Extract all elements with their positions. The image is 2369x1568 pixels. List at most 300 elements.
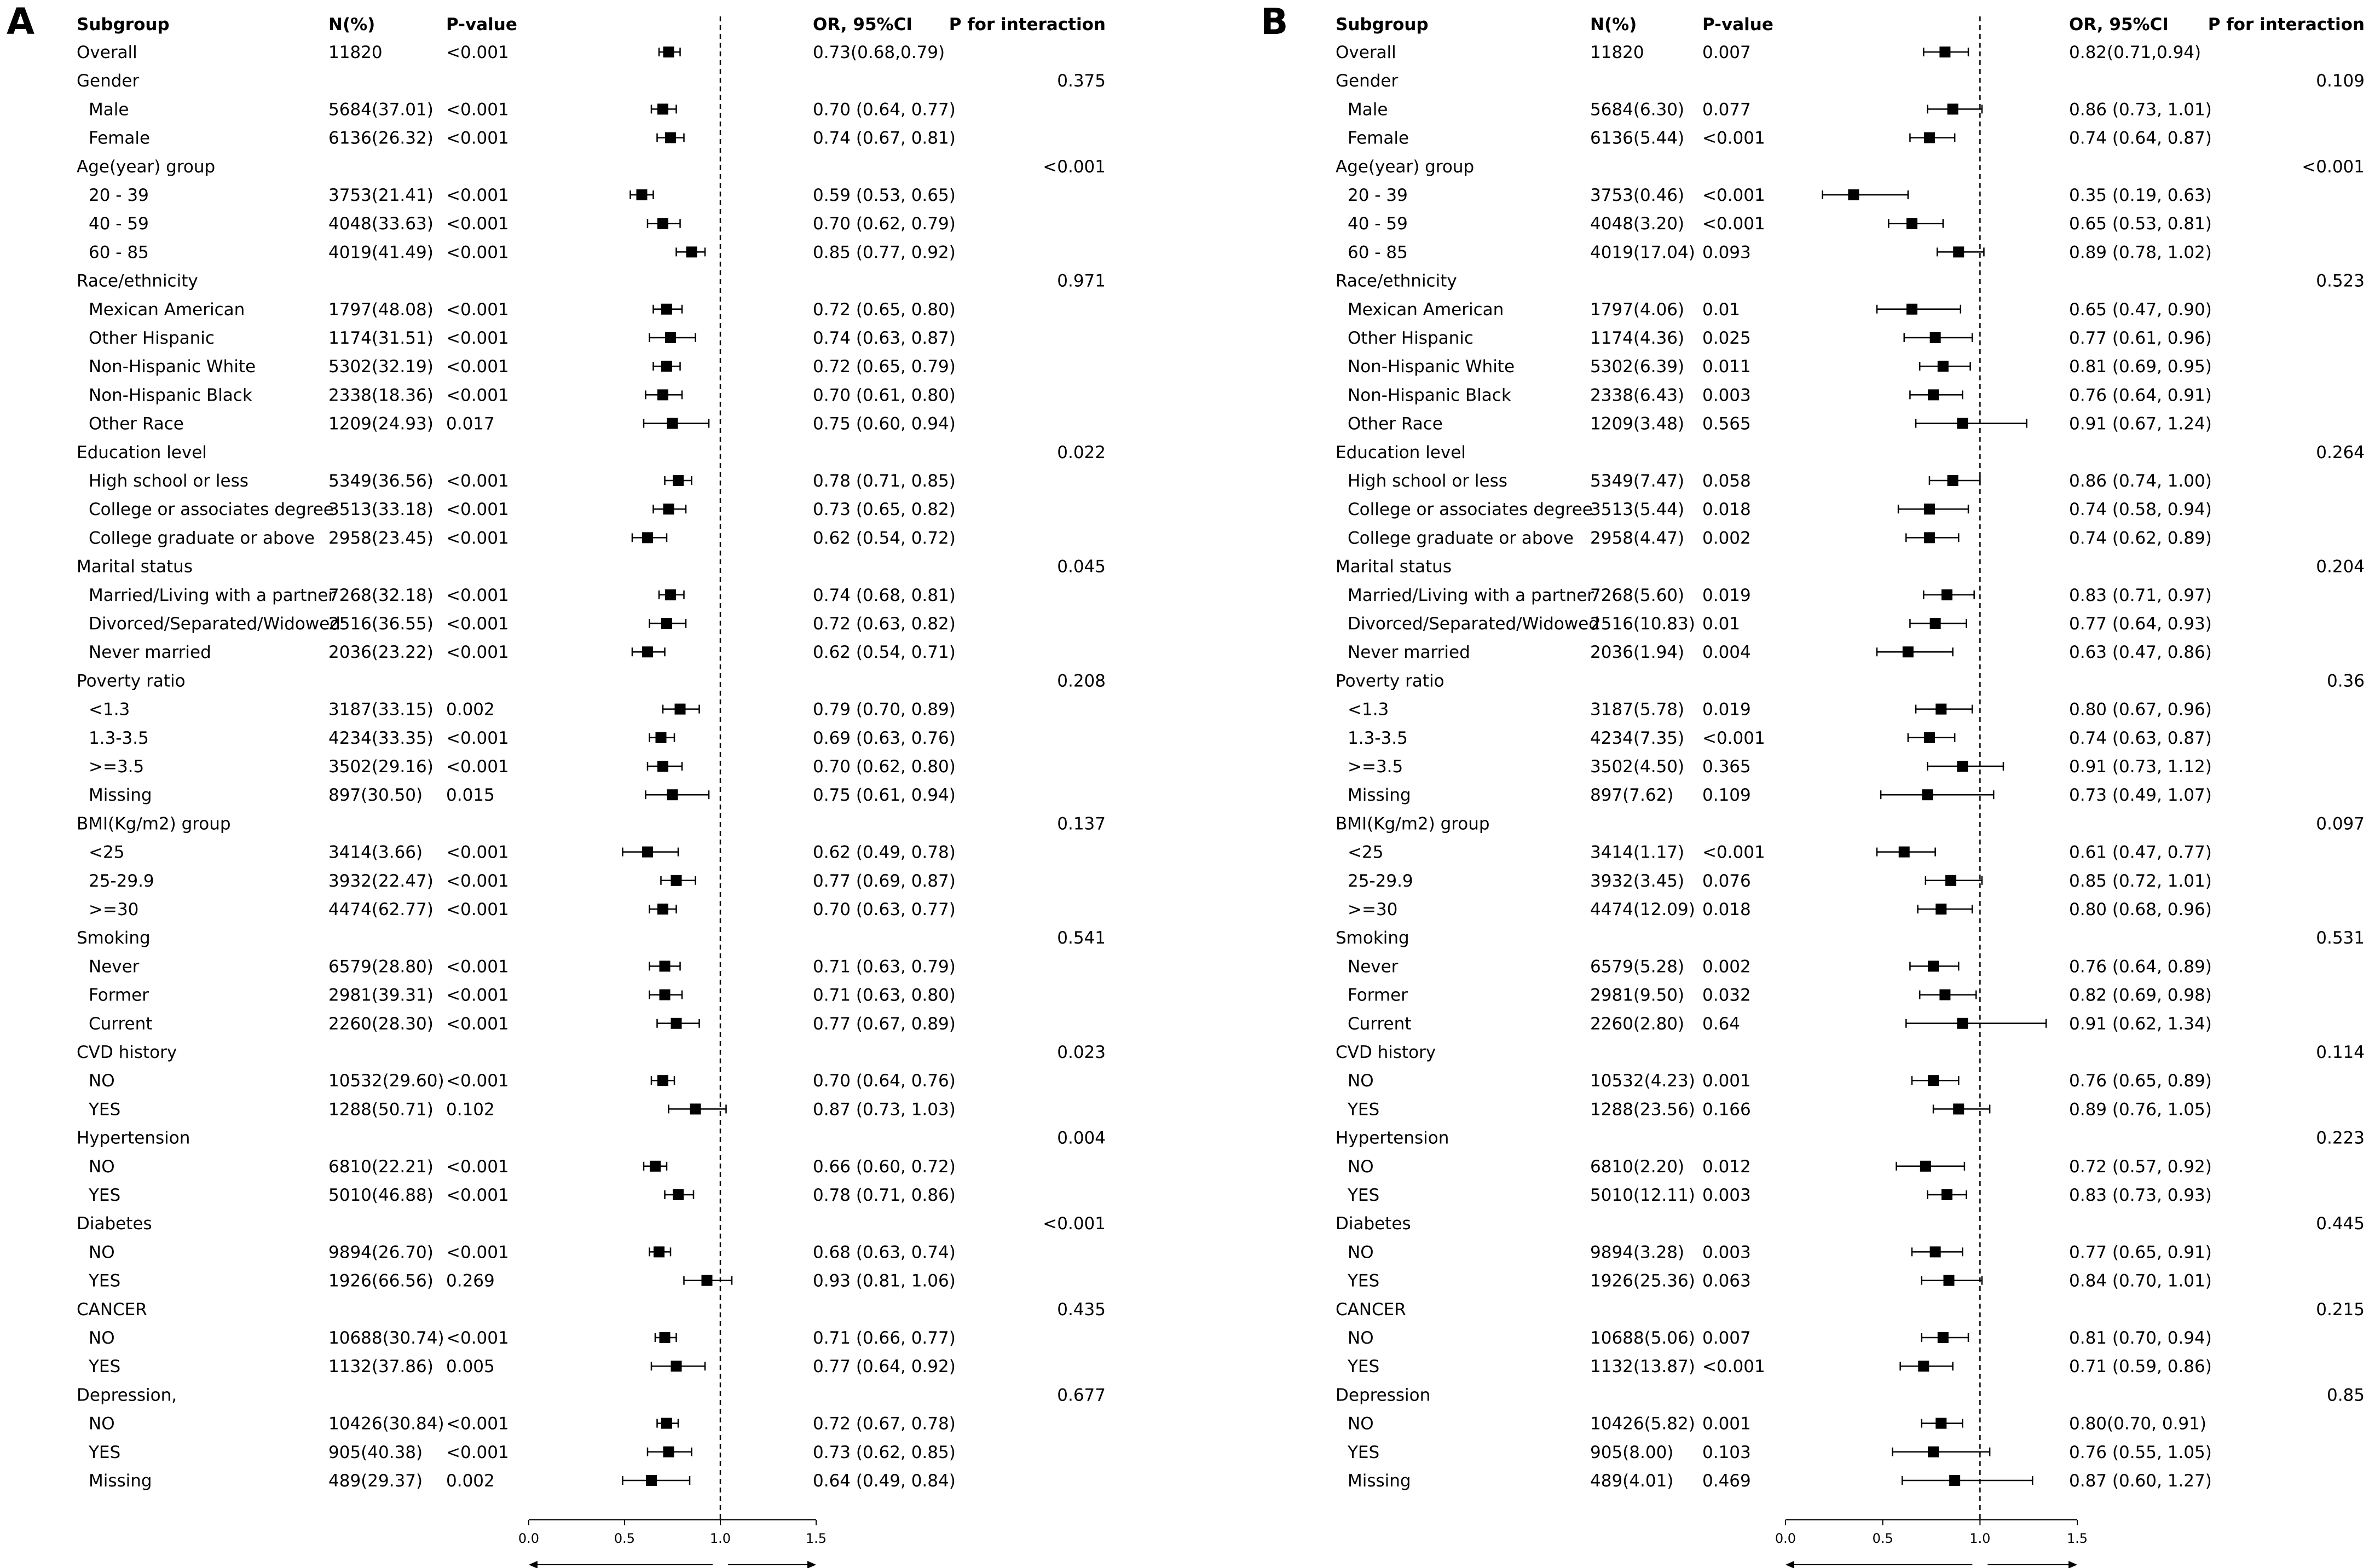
n-percent: 6136(26.32) xyxy=(328,128,434,148)
panel-label: A xyxy=(7,1,35,43)
n-percent: 5349(7.47) xyxy=(1590,471,1685,491)
n-percent: 10426(30.84) xyxy=(328,1414,444,1434)
or-ci-text: 0.77 (0.61, 0.96) xyxy=(2069,328,2212,348)
point-estimate xyxy=(673,475,684,486)
subgroup-row xyxy=(1348,614,2212,634)
group-header-row xyxy=(1336,671,2365,691)
subgroup-row xyxy=(88,1271,956,1291)
subgroup-label: <1.3 xyxy=(89,699,130,720)
subgroup-row xyxy=(89,586,956,605)
or-ci-text: 0.71 (0.66, 0.77) xyxy=(813,1328,956,1348)
group-label: Age(year) group xyxy=(77,157,216,177)
subgroup-label: YES xyxy=(1348,1271,1380,1291)
subgroup-label: Divorced/Separated/Widowed xyxy=(1348,614,1599,634)
group-header-row xyxy=(1336,1385,2365,1405)
p-interaction-value: <0.001 xyxy=(2302,157,2365,177)
group-label: Marital status xyxy=(77,557,193,577)
or-ci-text: 0.62 (0.49, 0.78) xyxy=(813,842,956,863)
subgroup-label: 25-29.9 xyxy=(1348,871,1413,891)
point-estimate xyxy=(661,618,672,629)
n-percent: 1132(13.87) xyxy=(1590,1357,1695,1377)
or-ci-text: 0.62 (0.54, 0.72) xyxy=(813,528,956,548)
subgroup-label: NO xyxy=(89,1156,115,1177)
subgroup-row xyxy=(1348,357,2212,377)
p-value: 0.001 xyxy=(1702,1414,1751,1434)
n-percent: 11820 xyxy=(1590,43,1644,62)
point-estimate xyxy=(665,332,676,343)
point-estimate xyxy=(1903,646,1914,657)
or-ci-text: 0.74 (0.58, 0.94) xyxy=(2069,500,2212,520)
subgroup-label: Overall xyxy=(77,43,137,62)
group-label: BMI(Kg/m2) group xyxy=(77,814,231,834)
p-value: 0.018 xyxy=(1702,500,1751,520)
subgroup-row xyxy=(89,129,956,148)
or-ci-text: 0.84 (0.70, 1.01) xyxy=(2069,1271,2212,1291)
p-value: <0.001 xyxy=(446,728,509,748)
header-or-ci: OR, 95%CI xyxy=(813,15,912,34)
subgroup-label: 1.3-3.5 xyxy=(1348,728,1408,748)
p-value: <0.001 xyxy=(446,100,509,120)
point-estimate xyxy=(660,990,671,1000)
subgroup-label: NO xyxy=(1348,1156,1374,1177)
subgroup-row xyxy=(89,1471,956,1491)
p-value: <0.001 xyxy=(1702,128,1765,148)
subgroup-label: Current xyxy=(1348,1014,1412,1034)
p-interaction-value: 0.264 xyxy=(2316,442,2365,462)
subgroup-row xyxy=(89,986,956,1005)
subgroup-label: YES xyxy=(89,1185,121,1205)
point-estimate xyxy=(1930,332,1941,343)
p-value: 0.103 xyxy=(1702,1442,1751,1462)
x-tick-label: 1.5 xyxy=(805,1531,827,1546)
subgroup-label: Non-Hispanic Black xyxy=(89,385,252,406)
p-interaction-value: 0.215 xyxy=(2316,1299,2365,1320)
subgroup-label: NO xyxy=(1348,1414,1374,1434)
or-ci-text: 0.74 (0.64, 0.87) xyxy=(2069,128,2212,148)
n-percent: 1174(4.36) xyxy=(1590,328,1685,348)
x-tick-label: 1.0 xyxy=(1969,1531,1991,1546)
or-ci-text: 0.72 (0.63, 0.82) xyxy=(813,614,956,634)
subgroup-label: Male xyxy=(89,100,129,120)
subgroup-label: Married/Living with a partner xyxy=(1348,585,1594,605)
point-estimate xyxy=(1935,704,1946,715)
p-interaction-value: 0.023 xyxy=(1057,1043,1106,1062)
subgroup-label: <25 xyxy=(89,842,125,863)
n-percent: 1797(4.06) xyxy=(1590,299,1685,320)
subgroup-row xyxy=(1348,1157,2212,1177)
x-tick-label: 0.0 xyxy=(518,1531,540,1546)
p-interaction-value: 0.137 xyxy=(1057,814,1106,834)
p-value: 0.002 xyxy=(446,1471,495,1491)
point-estimate xyxy=(663,504,674,514)
point-estimate xyxy=(671,1361,682,1372)
p-value: <0.001 xyxy=(446,1328,509,1348)
group-label: Gender xyxy=(77,71,140,91)
subgroup-label: College graduate or above xyxy=(89,528,315,548)
p-interaction-value: 0.531 xyxy=(2316,928,2365,948)
p-interaction-value: 0.523 xyxy=(2316,271,2365,291)
subgroup-label: Former xyxy=(89,985,149,1005)
or-ci-text: 0.77 (0.69, 0.87) xyxy=(813,871,956,891)
subgroup-label: Never married xyxy=(1348,643,1470,663)
or-ci-text: 0.70 (0.61, 0.80) xyxy=(813,385,956,406)
n-percent: 905(40.38) xyxy=(328,1442,423,1462)
point-estimate xyxy=(654,1246,665,1257)
header-p-value: P-value xyxy=(1702,15,1773,34)
n-percent: 1174(31.51) xyxy=(328,328,434,348)
group-header-row xyxy=(77,157,1106,177)
p-value: 0.005 xyxy=(446,1357,495,1377)
subgroup-label: Former xyxy=(1348,985,1408,1005)
forest-panel-b xyxy=(1261,1,2365,1568)
point-estimate xyxy=(637,189,648,200)
p-value: 0.003 xyxy=(1702,1242,1751,1263)
p-value: 0.093 xyxy=(1702,242,1751,263)
or-ci-text: 0.35 (0.19, 0.63) xyxy=(2069,186,2212,205)
subgroup-row xyxy=(89,471,956,491)
group-header-row xyxy=(1336,157,2365,177)
n-percent: 10532(29.60) xyxy=(328,1071,444,1091)
p-interaction-value: 0.204 xyxy=(2316,557,2365,577)
or-ci-text: 0.75 (0.60, 0.94) xyxy=(813,414,956,434)
point-estimate xyxy=(657,1075,668,1086)
or-ci-text: 0.73 (0.49, 1.07) xyxy=(2069,785,2212,806)
n-percent: 489(29.37) xyxy=(328,1471,423,1491)
point-estimate xyxy=(1899,847,1910,858)
or-ci-text: 0.80 (0.68, 0.96) xyxy=(2069,900,2212,919)
n-percent: 4019(17.04) xyxy=(1590,242,1695,263)
or-ci-text: 0.72 (0.65, 0.79) xyxy=(813,357,956,377)
group-header-row xyxy=(77,443,1106,462)
x-tick-label: 0.5 xyxy=(1872,1531,1893,1546)
group-label: Gender xyxy=(1336,71,1399,91)
p-value: <0.001 xyxy=(446,1014,509,1034)
subgroup-label: 40 - 59 xyxy=(1348,214,1408,234)
point-estimate xyxy=(1924,532,1935,543)
p-interaction-value: 0.114 xyxy=(2316,1043,2365,1062)
or-ci-text: 0.70 (0.62, 0.79) xyxy=(813,214,956,234)
p-value: <0.001 xyxy=(446,43,509,62)
group-label: Poverty ratio xyxy=(1336,671,1444,691)
group-label: Marital status xyxy=(1336,557,1452,577)
p-value: 0.077 xyxy=(1702,100,1751,120)
subgroup-row xyxy=(1348,242,2212,262)
point-estimate xyxy=(661,361,672,372)
n-percent: 1926(25.36) xyxy=(1590,1271,1695,1291)
header-subgroup: Subgroup xyxy=(77,15,170,34)
group-header-row xyxy=(1336,71,2365,91)
p-value: <0.001 xyxy=(446,585,509,605)
or-ci-text: 0.64 (0.49, 0.84) xyxy=(813,1471,956,1491)
p-value: <0.001 xyxy=(446,900,509,919)
n-percent: 7268(32.18) xyxy=(328,585,434,605)
n-percent: 4019(41.49) xyxy=(328,242,434,263)
n-percent: 10426(5.82) xyxy=(1590,1414,1695,1434)
subgroup-label: Overall xyxy=(1336,43,1396,62)
subgroup-label: Male xyxy=(1348,100,1388,120)
subgroup-row xyxy=(88,1100,956,1119)
p-value: 0.019 xyxy=(1702,699,1751,720)
right-arrow-head xyxy=(2068,1561,2077,1568)
point-estimate xyxy=(1948,103,1958,114)
n-percent: 2981(9.50) xyxy=(1590,985,1685,1005)
point-estimate xyxy=(1924,732,1935,743)
p-interaction-value: 0.022 xyxy=(1057,442,1106,462)
subgroup-label: YES xyxy=(1348,1185,1380,1205)
or-ci-text: 0.74 (0.63, 0.87) xyxy=(813,328,956,348)
p-value: <0.001 xyxy=(446,1242,509,1263)
subgroup-row xyxy=(1348,1014,2212,1034)
subgroup-label: High school or less xyxy=(89,471,249,491)
n-percent: 9894(3.28) xyxy=(1590,1242,1685,1263)
p-value: 0.469 xyxy=(1702,1471,1751,1491)
n-percent: 4474(62.77) xyxy=(328,900,434,919)
subgroup-label: Married/Living with a partner xyxy=(89,585,336,605)
subgroup-label: YES xyxy=(89,1357,121,1377)
subgroup-label: YES xyxy=(89,1442,121,1462)
subgroup-row xyxy=(89,1014,956,1034)
p-value: <0.001 xyxy=(446,1414,509,1434)
subgroup-label: Divorced/Separated/Widowed xyxy=(89,614,340,634)
or-ci-text: 0.76 (0.64, 0.91) xyxy=(2069,385,2212,406)
forest-panel-a xyxy=(7,1,1106,1568)
point-estimate xyxy=(1949,1475,1960,1486)
subgroup-row xyxy=(1348,643,2212,662)
or-ci-text: 0.86 (0.74, 1.00) xyxy=(2069,471,2212,491)
group-label: CANCER xyxy=(77,1299,147,1320)
or-ci-text: 0.74 (0.68, 0.81) xyxy=(813,585,956,605)
group-label: CANCER xyxy=(1336,1299,1406,1320)
p-value: 0.001 xyxy=(1702,1071,1751,1091)
subgroup-row xyxy=(89,528,956,548)
p-value: <0.001 xyxy=(446,842,509,863)
or-ci-text: 0.77 (0.65, 0.91) xyxy=(2069,1242,2212,1263)
or-ci-text: 0.82 (0.69, 0.98) xyxy=(2069,985,2212,1005)
point-estimate xyxy=(663,47,674,57)
group-label: Diabetes xyxy=(1336,1214,1411,1234)
subgroup-row xyxy=(89,1414,956,1434)
or-ci-text: 0.76 (0.65, 0.89) xyxy=(2069,1071,2212,1091)
p-value: <0.001 xyxy=(446,1442,509,1462)
subgroup-label: Never xyxy=(89,957,140,977)
or-ci-text: 0.87 (0.60, 1.27) xyxy=(2069,1471,2212,1491)
n-percent: 7268(5.60) xyxy=(1590,585,1685,605)
point-estimate xyxy=(702,1275,713,1286)
n-percent: 1209(24.93) xyxy=(328,414,434,434)
p-value: <0.001 xyxy=(1702,728,1765,748)
n-percent: 2260(28.30) xyxy=(328,1014,434,1034)
n-percent: 5010(12.11) xyxy=(1590,1185,1695,1205)
point-estimate xyxy=(1848,189,1859,200)
n-percent: 4234(33.35) xyxy=(328,728,434,748)
x-axis xyxy=(518,1520,827,1568)
n-percent: 897(7.62) xyxy=(1590,785,1674,806)
n-percent: 905(8.00) xyxy=(1590,1442,1674,1462)
subgroup-row xyxy=(1348,900,2212,919)
subgroup-row xyxy=(89,414,956,434)
group-header-row xyxy=(1336,1214,2365,1234)
subgroup-label: Non-Hispanic White xyxy=(89,357,256,377)
group-label: Hypertension xyxy=(1336,1128,1449,1148)
x-tick-label: 0.5 xyxy=(614,1531,635,1546)
subgroup-row xyxy=(88,1185,956,1205)
or-ci-text: 0.62 (0.54, 0.71) xyxy=(813,643,956,663)
point-estimate xyxy=(660,961,671,971)
subgroup-label: 60 - 85 xyxy=(1348,242,1408,263)
or-ci-text: 0.59 (0.53, 0.65) xyxy=(813,186,956,205)
point-estimate xyxy=(1953,246,1964,257)
n-percent: 1132(37.86) xyxy=(328,1357,434,1377)
point-estimate xyxy=(1935,904,1946,915)
or-ci-text: 0.91 (0.73, 1.12) xyxy=(2069,757,2212,777)
n-percent: 3932(22.47) xyxy=(328,871,434,891)
group-header-row xyxy=(77,1385,1106,1405)
subgroup-label: College or associates degree xyxy=(1348,500,1593,520)
or-ci-text: 0.85 (0.72, 1.01) xyxy=(2069,871,2212,891)
subgroup-row xyxy=(1348,957,2212,976)
point-estimate xyxy=(642,646,653,657)
subgroup-label: YES xyxy=(1348,1357,1380,1377)
subgroup-row xyxy=(1348,700,2212,720)
point-estimate xyxy=(1930,1246,1941,1257)
subgroup-row xyxy=(89,357,956,377)
subgroup-row xyxy=(1348,586,2212,605)
subgroup-row xyxy=(77,43,945,62)
point-estimate xyxy=(1922,789,1933,800)
subgroup-row xyxy=(89,728,956,748)
n-percent: 3414(1.17) xyxy=(1590,842,1685,863)
subgroup-row xyxy=(1348,186,2212,205)
p-interaction-value: 0.109 xyxy=(2316,71,2365,91)
or-ci-text: 0.71 (0.59, 0.86) xyxy=(2069,1357,2212,1377)
point-estimate xyxy=(1957,1018,1968,1029)
group-label: BMI(Kg/m2) group xyxy=(1336,814,1490,834)
subgroup-label: Female xyxy=(1348,128,1409,148)
group-header-row xyxy=(1336,814,2365,834)
n-percent: 3932(3.45) xyxy=(1590,871,1685,891)
subgroup-row xyxy=(1348,843,2212,863)
subgroup-label: YES xyxy=(89,1100,121,1120)
subgroup-label: NO xyxy=(89,1328,115,1348)
p-interaction-value: <0.001 xyxy=(1043,1214,1106,1234)
p-value: 0.166 xyxy=(1702,1100,1751,1120)
subgroup-row xyxy=(1348,785,2212,805)
subgroup-row xyxy=(1348,414,2212,434)
p-value: <0.001 xyxy=(446,242,509,263)
n-percent: 1288(23.56) xyxy=(1590,1100,1695,1120)
subgroup-row xyxy=(1348,214,2212,234)
subgroup-label: 40 - 59 xyxy=(89,214,149,234)
p-value: 0.058 xyxy=(1702,471,1751,491)
or-ci-text: 0.70 (0.62, 0.80) xyxy=(813,757,956,777)
subgroup-row xyxy=(89,1328,956,1348)
subgroup-label: >=30 xyxy=(1348,900,1398,919)
n-percent: 2338(18.36) xyxy=(328,385,434,406)
subgroup-row xyxy=(89,643,956,662)
point-estimate xyxy=(671,875,682,886)
n-percent: 1288(50.71) xyxy=(328,1100,434,1120)
subgroup-row xyxy=(1348,471,2212,491)
point-estimate xyxy=(642,847,653,858)
left-arrow-head xyxy=(1786,1561,1794,1568)
header-n: N(%) xyxy=(328,15,375,34)
point-estimate xyxy=(1928,389,1939,400)
subgroup-label: 1.3-3.5 xyxy=(89,728,149,748)
point-estimate xyxy=(671,1018,682,1029)
subgroup-row xyxy=(89,614,956,634)
point-estimate xyxy=(1938,1332,1949,1343)
p-value: <0.001 xyxy=(446,643,509,663)
subgroup-row xyxy=(1348,328,2212,348)
or-ci-text: 0.79 (0.70, 0.89) xyxy=(813,699,956,720)
p-value: 0.015 xyxy=(446,785,495,806)
point-estimate xyxy=(660,1332,671,1343)
point-estimate xyxy=(1918,1361,1929,1372)
n-percent: 2958(4.47) xyxy=(1590,528,1685,548)
subgroup-row xyxy=(89,1242,956,1262)
or-ci-text: 0.83 (0.73, 0.93) xyxy=(2069,1185,2212,1205)
n-percent: 489(4.01) xyxy=(1590,1471,1674,1491)
group-label: Smoking xyxy=(1336,928,1409,948)
point-estimate xyxy=(675,704,686,715)
point-estimate xyxy=(690,1103,701,1114)
n-percent: 5010(46.88) xyxy=(328,1185,434,1205)
subgroup-row xyxy=(1348,100,2212,119)
subgroup-label: 25-29.9 xyxy=(89,871,154,891)
subgroup-label: 20 - 39 xyxy=(89,186,149,205)
or-ci-text: 0.80 (0.67, 0.96) xyxy=(2069,699,2212,720)
subgroup-label: Current xyxy=(89,1014,153,1034)
n-percent: 1797(48.08) xyxy=(328,299,434,320)
point-estimate xyxy=(1928,961,1939,971)
group-header-row xyxy=(77,71,1106,91)
group-label: Poverty ratio xyxy=(77,671,186,691)
left-arrow-head xyxy=(529,1561,538,1568)
subgroup-label: <1.3 xyxy=(1348,699,1389,720)
n-percent: 5684(37.01) xyxy=(328,100,434,120)
group-header-row xyxy=(77,1043,1106,1062)
n-percent: 2260(2.80) xyxy=(1590,1014,1685,1034)
p-value: 0.64 xyxy=(1702,1014,1741,1034)
subgroup-row xyxy=(89,100,956,119)
n-percent: 6136(5.44) xyxy=(1590,128,1685,148)
p-value: 0.019 xyxy=(1702,585,1751,605)
subgroup-row xyxy=(1348,1242,2212,1262)
or-ci-text: 0.63 (0.47, 0.86) xyxy=(2069,643,2212,663)
n-percent: 2516(10.83) xyxy=(1590,614,1695,634)
p-interaction-value: <0.001 xyxy=(1043,157,1106,177)
or-ci-text: 0.66 (0.60, 0.72) xyxy=(813,1156,956,1177)
n-percent: 3753(21.41) xyxy=(328,186,434,205)
point-estimate xyxy=(646,1475,657,1486)
p-value: 0.017 xyxy=(446,414,495,434)
n-percent: 5684(6.30) xyxy=(1590,100,1685,120)
p-value: 0.102 xyxy=(446,1100,495,1120)
point-estimate xyxy=(657,218,668,229)
point-estimate xyxy=(1928,1075,1939,1086)
point-estimate xyxy=(1957,761,1968,772)
or-ci-text: 0.87 (0.73, 1.03) xyxy=(813,1100,956,1120)
p-value: <0.001 xyxy=(446,957,509,977)
p-value: 0.018 xyxy=(1702,900,1751,919)
p-interaction-value: 0.004 xyxy=(1057,1128,1106,1148)
point-estimate xyxy=(657,389,668,400)
subgroup-label: Never xyxy=(1348,957,1399,977)
or-ci-text: 0.71 (0.63, 0.80) xyxy=(813,985,956,1005)
p-value: <0.001 xyxy=(446,985,509,1005)
point-estimate xyxy=(661,1418,672,1429)
subgroup-row xyxy=(89,785,956,805)
